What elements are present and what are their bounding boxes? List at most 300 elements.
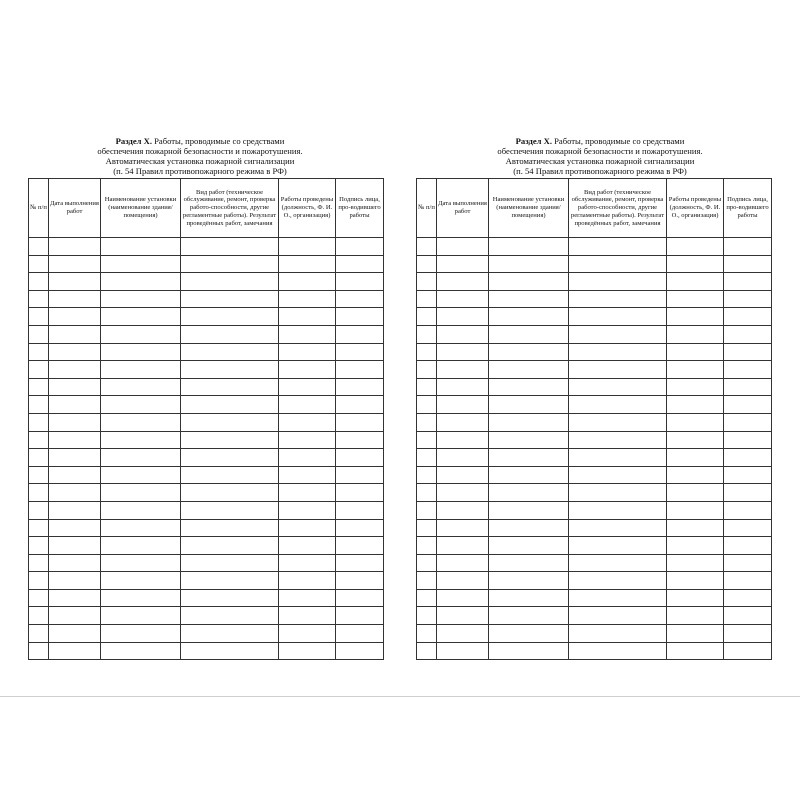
table-row	[417, 554, 772, 572]
work-log-table	[416, 178, 772, 660]
table-cell	[336, 501, 384, 519]
table-cell	[437, 484, 489, 502]
table-cell	[437, 325, 489, 343]
table-cell	[437, 589, 489, 607]
table-cell	[279, 607, 336, 625]
table-header-row	[417, 179, 772, 238]
table-cell	[279, 625, 336, 643]
table-cell	[724, 255, 772, 273]
table-row	[417, 361, 772, 379]
column-header-number: № п/п	[29, 179, 49, 238]
table-cell	[49, 273, 101, 291]
table-cell	[437, 554, 489, 572]
column-header-work-type: Вид работ (техническое обслуживание, ремонт, проверка работо-способности, другие регламентные работы). Результат проведённых работ, замечания	[181, 179, 279, 238]
table-cell	[29, 519, 49, 537]
table-cell	[181, 325, 279, 343]
table-cell	[279, 255, 336, 273]
title-line-1-rest: Работы, проводимые со средствами	[152, 136, 285, 146]
table-row	[417, 501, 772, 519]
table-cell	[279, 343, 336, 361]
table-cell	[101, 413, 181, 431]
table-cell	[724, 537, 772, 555]
table-cell	[279, 484, 336, 502]
table-row	[417, 290, 772, 308]
title-line-4: (п. 54 Правил противопожарного режима в РФ)	[513, 166, 687, 176]
table-cell	[49, 308, 101, 326]
table-cell	[569, 466, 667, 484]
table-cell	[489, 466, 569, 484]
table-cell	[29, 642, 49, 660]
table-cell	[336, 290, 384, 308]
table-cell	[101, 325, 181, 343]
table-cell	[667, 413, 724, 431]
column-header-date: Дата выполнения работ	[437, 179, 489, 238]
table-cell	[336, 466, 384, 484]
table-cell	[29, 607, 49, 625]
table-cell	[667, 554, 724, 572]
table-row	[417, 431, 772, 449]
table-cell	[569, 238, 667, 256]
section-title	[400, 136, 800, 176]
table-cell	[489, 238, 569, 256]
table-cell	[279, 642, 336, 660]
table-cell	[569, 449, 667, 467]
title-line-3: Автоматическая установка пожарной сигнализации	[505, 156, 695, 166]
table-cell	[29, 589, 49, 607]
table-cell	[101, 537, 181, 555]
table-cell	[29, 554, 49, 572]
table-row	[417, 466, 772, 484]
table-cell	[49, 325, 101, 343]
table-cell	[279, 273, 336, 291]
table-cell	[49, 642, 101, 660]
column-header-performed-by: Работы проведены (должность, Ф. И. О., организация)	[667, 179, 724, 238]
table-row	[417, 325, 772, 343]
table-header-row	[29, 179, 384, 238]
table-cell	[724, 413, 772, 431]
table-row	[29, 607, 384, 625]
table-cell	[667, 308, 724, 326]
table-cell	[724, 466, 772, 484]
table-cell	[181, 255, 279, 273]
table-cell	[29, 238, 49, 256]
table-cell	[489, 431, 569, 449]
table-cell	[667, 625, 724, 643]
table-cell	[181, 343, 279, 361]
table-cell	[336, 537, 384, 555]
table-cell	[101, 273, 181, 291]
table-cell	[569, 361, 667, 379]
column-header-number: № п/п	[417, 179, 437, 238]
table-cell	[101, 501, 181, 519]
table-row	[417, 449, 772, 467]
table-cell	[724, 273, 772, 291]
table-cell	[29, 273, 49, 291]
table-cell	[437, 273, 489, 291]
table-cell	[667, 238, 724, 256]
table-cell	[29, 572, 49, 590]
table-cell	[724, 554, 772, 572]
table-cell	[279, 290, 336, 308]
table-cell	[569, 519, 667, 537]
table-cell	[49, 537, 101, 555]
table-row	[417, 589, 772, 607]
table-cell	[181, 449, 279, 467]
table-cell	[336, 625, 384, 643]
table-cell	[569, 431, 667, 449]
table-cell	[49, 238, 101, 256]
table-cell	[667, 466, 724, 484]
table-row	[417, 396, 772, 414]
table-row	[29, 378, 384, 396]
title-line-1-rest: Работы, проводимые со средствами	[552, 136, 685, 146]
table-row	[29, 466, 384, 484]
table-cell	[437, 572, 489, 590]
table-row	[29, 642, 384, 660]
table-cell	[437, 625, 489, 643]
table-cell	[489, 308, 569, 326]
table-cell	[279, 554, 336, 572]
table-cell	[724, 290, 772, 308]
section-title	[0, 136, 400, 176]
table-cell	[29, 449, 49, 467]
table-cell	[181, 589, 279, 607]
table-cell	[417, 343, 437, 361]
table-cell	[336, 519, 384, 537]
table-cell	[489, 554, 569, 572]
table-cell	[336, 431, 384, 449]
table-row	[29, 449, 384, 467]
table-cell	[667, 255, 724, 273]
table-cell	[437, 537, 489, 555]
table-cell	[437, 413, 489, 431]
table-cell	[181, 273, 279, 291]
table-cell	[101, 308, 181, 326]
table-cell	[489, 449, 569, 467]
column-header-work-type: Вид работ (техническое обслуживание, ремонт, проверка работо-способности, другие регламентные работы). Результат проведённых работ, замечания	[569, 179, 667, 238]
table-cell	[667, 273, 724, 291]
table-cell	[569, 308, 667, 326]
table-row	[417, 607, 772, 625]
table-cell	[417, 537, 437, 555]
table-cell	[279, 449, 336, 467]
table-cell	[569, 554, 667, 572]
table-cell	[49, 466, 101, 484]
table-cell	[417, 431, 437, 449]
table-cell	[437, 642, 489, 660]
table-cell	[279, 589, 336, 607]
table-cell	[724, 642, 772, 660]
table-cell	[489, 519, 569, 537]
table-cell	[667, 431, 724, 449]
table-cell	[489, 537, 569, 555]
column-header-installation: Наименование установки (наименование здания/помещения)	[101, 179, 181, 238]
table-cell	[49, 413, 101, 431]
table-cell	[417, 554, 437, 572]
table-row	[417, 519, 772, 537]
table-cell	[101, 589, 181, 607]
table-cell	[29, 343, 49, 361]
table-cell	[569, 396, 667, 414]
table-cell	[667, 378, 724, 396]
table-cell	[667, 607, 724, 625]
table-cell	[49, 589, 101, 607]
title-line-1	[0, 136, 400, 146]
table-cell	[49, 519, 101, 537]
table-cell	[101, 431, 181, 449]
table-cell	[569, 572, 667, 590]
table-cell	[437, 290, 489, 308]
table-cell	[667, 449, 724, 467]
table-cell	[417, 519, 437, 537]
table-row	[29, 361, 384, 379]
table-cell	[101, 572, 181, 590]
table-cell	[279, 431, 336, 449]
table-cell	[417, 255, 437, 273]
table-cell	[279, 378, 336, 396]
table-cell	[489, 572, 569, 590]
table-cell	[336, 554, 384, 572]
table-cell	[417, 238, 437, 256]
table-cell	[417, 290, 437, 308]
title-line-1	[400, 136, 800, 146]
table-cell	[29, 484, 49, 502]
table-row	[29, 255, 384, 273]
table-cell	[437, 378, 489, 396]
table-cell	[667, 501, 724, 519]
table-cell	[279, 361, 336, 379]
table-cell	[437, 343, 489, 361]
table-cell	[724, 378, 772, 396]
table-row	[29, 537, 384, 555]
table-cell	[336, 589, 384, 607]
table-cell	[279, 413, 336, 431]
table-cell	[101, 519, 181, 537]
table-cell	[181, 642, 279, 660]
table-cell	[29, 290, 49, 308]
table-cell	[489, 325, 569, 343]
title-line-4: (п. 54 Правил противопожарного режима в РФ)	[113, 166, 287, 176]
table-cell	[489, 589, 569, 607]
table-cell	[569, 589, 667, 607]
table-row	[29, 519, 384, 537]
table-cell	[49, 501, 101, 519]
table-cell	[417, 466, 437, 484]
table-row	[417, 273, 772, 291]
table-cell	[49, 378, 101, 396]
table-cell	[667, 343, 724, 361]
table-cell	[336, 449, 384, 467]
table-cell	[489, 642, 569, 660]
table-cell	[29, 378, 49, 396]
table-row	[29, 572, 384, 590]
table-cell	[336, 607, 384, 625]
table-cell	[417, 361, 437, 379]
table-row	[29, 325, 384, 343]
table-cell	[724, 501, 772, 519]
table-cell	[417, 589, 437, 607]
table-cell	[417, 308, 437, 326]
table-cell	[181, 572, 279, 590]
table-cell	[417, 449, 437, 467]
table-cell	[336, 642, 384, 660]
table-cell	[101, 378, 181, 396]
table-cell	[724, 519, 772, 537]
table-row	[417, 537, 772, 555]
table-cell	[667, 537, 724, 555]
section-label: Раздел X.	[515, 136, 552, 146]
table-cell	[489, 361, 569, 379]
table-cell	[667, 589, 724, 607]
table-cell	[569, 325, 667, 343]
table-cell	[29, 431, 49, 449]
table-cell	[101, 290, 181, 308]
table-cell	[181, 238, 279, 256]
table-cell	[417, 642, 437, 660]
table-cell	[569, 625, 667, 643]
table-cell	[724, 361, 772, 379]
table-cell	[181, 519, 279, 537]
table-row	[29, 484, 384, 502]
table-row	[29, 625, 384, 643]
table-cell	[49, 607, 101, 625]
table-cell	[437, 361, 489, 379]
table-row	[29, 589, 384, 607]
table-cell	[489, 607, 569, 625]
table-cell	[279, 396, 336, 414]
section-label: Раздел X.	[115, 136, 152, 146]
table-cell	[101, 607, 181, 625]
table-cell	[49, 431, 101, 449]
table-cell	[724, 343, 772, 361]
table-cell	[49, 361, 101, 379]
table-cell	[336, 255, 384, 273]
table-cell	[29, 413, 49, 431]
table-cell	[724, 238, 772, 256]
table-cell	[437, 255, 489, 273]
table-cell	[437, 501, 489, 519]
table-cell	[49, 343, 101, 361]
table-cell	[667, 361, 724, 379]
table-cell	[181, 361, 279, 379]
table-cell	[667, 642, 724, 660]
table-cell	[181, 554, 279, 572]
table-cell	[417, 484, 437, 502]
column-header-date: Дата выполнения работ	[49, 179, 101, 238]
table-cell	[49, 449, 101, 467]
table-cell	[489, 396, 569, 414]
table-cell	[724, 325, 772, 343]
table-cell	[181, 431, 279, 449]
table-cell	[569, 642, 667, 660]
title-line-2: обеспечения пожарной безопасности и пожаротушения.	[97, 146, 303, 156]
table-cell	[417, 273, 437, 291]
table-cell	[724, 625, 772, 643]
table-cell	[49, 625, 101, 643]
table-cell	[667, 396, 724, 414]
table-row	[29, 290, 384, 308]
title-line-3: Автоматическая установка пожарной сигнализации	[105, 156, 295, 166]
column-header-installation: Наименование установки (наименование здания/помещения)	[489, 179, 569, 238]
table-cell	[417, 378, 437, 396]
table-cell	[437, 519, 489, 537]
table-cell	[724, 308, 772, 326]
table-cell	[489, 343, 569, 361]
table-cell	[181, 413, 279, 431]
table-cell	[437, 396, 489, 414]
table-cell	[181, 396, 279, 414]
table-cell	[29, 625, 49, 643]
table-cell	[49, 572, 101, 590]
table-cell	[417, 625, 437, 643]
table-cell	[569, 378, 667, 396]
table-row	[417, 308, 772, 326]
table-cell	[279, 238, 336, 256]
page-bottom-edge	[0, 696, 800, 697]
table-row	[417, 642, 772, 660]
table-cell	[336, 343, 384, 361]
table-cell	[29, 396, 49, 414]
table-cell	[569, 343, 667, 361]
table-cell	[336, 396, 384, 414]
table-cell	[181, 466, 279, 484]
right-page	[400, 0, 800, 800]
table-row	[29, 501, 384, 519]
table-cell	[101, 238, 181, 256]
table-cell	[417, 572, 437, 590]
table-cell	[181, 625, 279, 643]
table-cell	[569, 501, 667, 519]
table-cell	[569, 413, 667, 431]
table-cell	[336, 413, 384, 431]
table-cell	[336, 484, 384, 502]
table-cell	[181, 484, 279, 502]
table-cell	[279, 501, 336, 519]
table-cell	[417, 501, 437, 519]
table-cell	[101, 625, 181, 643]
table-cell	[49, 484, 101, 502]
table-cell	[101, 449, 181, 467]
table-cell	[336, 325, 384, 343]
table-cell	[437, 238, 489, 256]
table-cell	[417, 325, 437, 343]
table-cell	[49, 255, 101, 273]
table-cell	[417, 413, 437, 431]
table-body	[29, 238, 384, 660]
table-row	[29, 238, 384, 256]
table-cell	[181, 537, 279, 555]
table-cell	[724, 431, 772, 449]
table-cell	[279, 466, 336, 484]
table-body	[417, 238, 772, 660]
table-cell	[489, 625, 569, 643]
table-cell	[101, 396, 181, 414]
table-cell	[437, 308, 489, 326]
table-row	[29, 554, 384, 572]
table-row	[29, 431, 384, 449]
table-cell	[489, 501, 569, 519]
table-cell	[29, 255, 49, 273]
table-cell	[489, 378, 569, 396]
title-line-2: обеспечения пожарной безопасности и пожаротушения.	[497, 146, 703, 156]
table-cell	[49, 290, 101, 308]
table-cell	[724, 449, 772, 467]
work-log-table	[28, 178, 384, 660]
table-cell	[279, 325, 336, 343]
table-row	[29, 273, 384, 291]
table-cell	[724, 589, 772, 607]
table-cell	[29, 361, 49, 379]
